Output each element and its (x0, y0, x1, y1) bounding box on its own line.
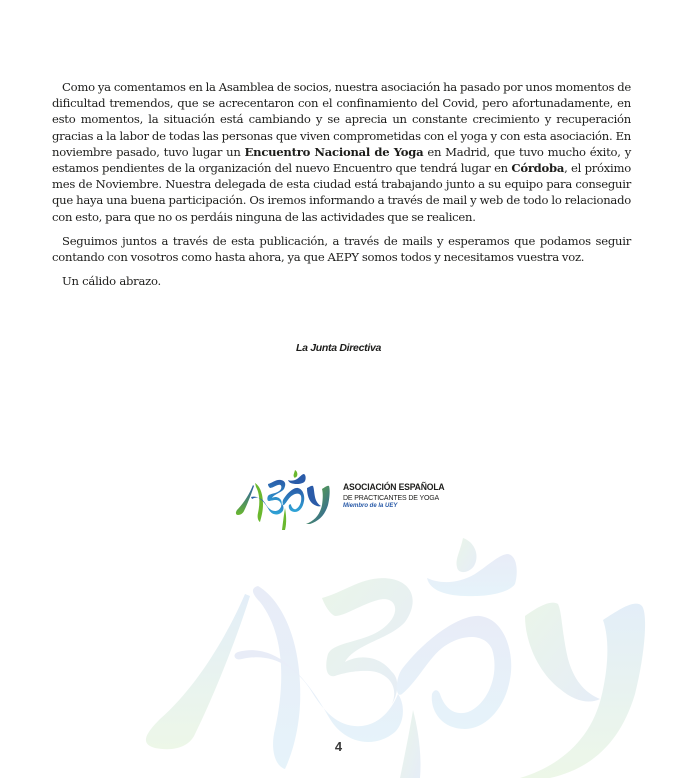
paragraph-1-text-c: , el próximo mes de Noviembre. Nuestra delegada de esta ciudad está trabajando junto a su equipo para conseguir que haya una buena participación. Os iremos informando a través de mail y web de todo lo relacionado con esto, para que no os perdáis ninguna de las actividades que se realicen. (52, 161, 631, 224)
signature: La Junta Directiva (295, 342, 382, 354)
logo-org-name: ASOCIACIÓN ESPAÑOLA (343, 482, 445, 493)
paragraph-2: Seguimos juntos a través de esta publicación, a través de mails y esperamos que podamos seguir contando con vosotros como hasta ahora, ya que AEPY somos todos y necesitamos vuestra voz. (52, 233, 631, 265)
letter-body (52, 79, 631, 289)
closing-line: Un cálido abrazo. (62, 274, 161, 289)
logo-org-subtitle: DE PRACTICANTES DE YOGA (343, 493, 440, 502)
logo-text-block (343, 482, 456, 511)
aepy-logo (234, 470, 449, 534)
paragraph-1 (52, 79, 631, 225)
event-name-bold: Encuentro Nacional de Yoga (244, 144, 424, 159)
page-number: 4 (334, 739, 343, 754)
city-name-bold: Córdoba (511, 161, 565, 176)
aepy-logo-mark-icon (234, 470, 334, 534)
paragraph-1-text-a: Como ya comentamos en la Asamblea de socios, nuestra asociación ha pasado por unos momentos de dificultad tremendos, que se acrecentaron con el confinamiento del Covid, pero afortunadamente, en esto momentos, la situación está cambiando y se aprecia un constante crecimiento y recuperación gracias a la labor de todas las personas que viven comprometidas con el yoga y con esta asociación. En noviembre pasado, tuvo lugar un (52, 80, 631, 159)
paragraph-1-text-b: en Madrid, que tuvo mucho éxito, y estamos pendientes de la organización del nuevo Encuentro que tendrá lugar en (52, 144, 632, 176)
logo-membership: Miembro de la UEY (343, 503, 398, 509)
